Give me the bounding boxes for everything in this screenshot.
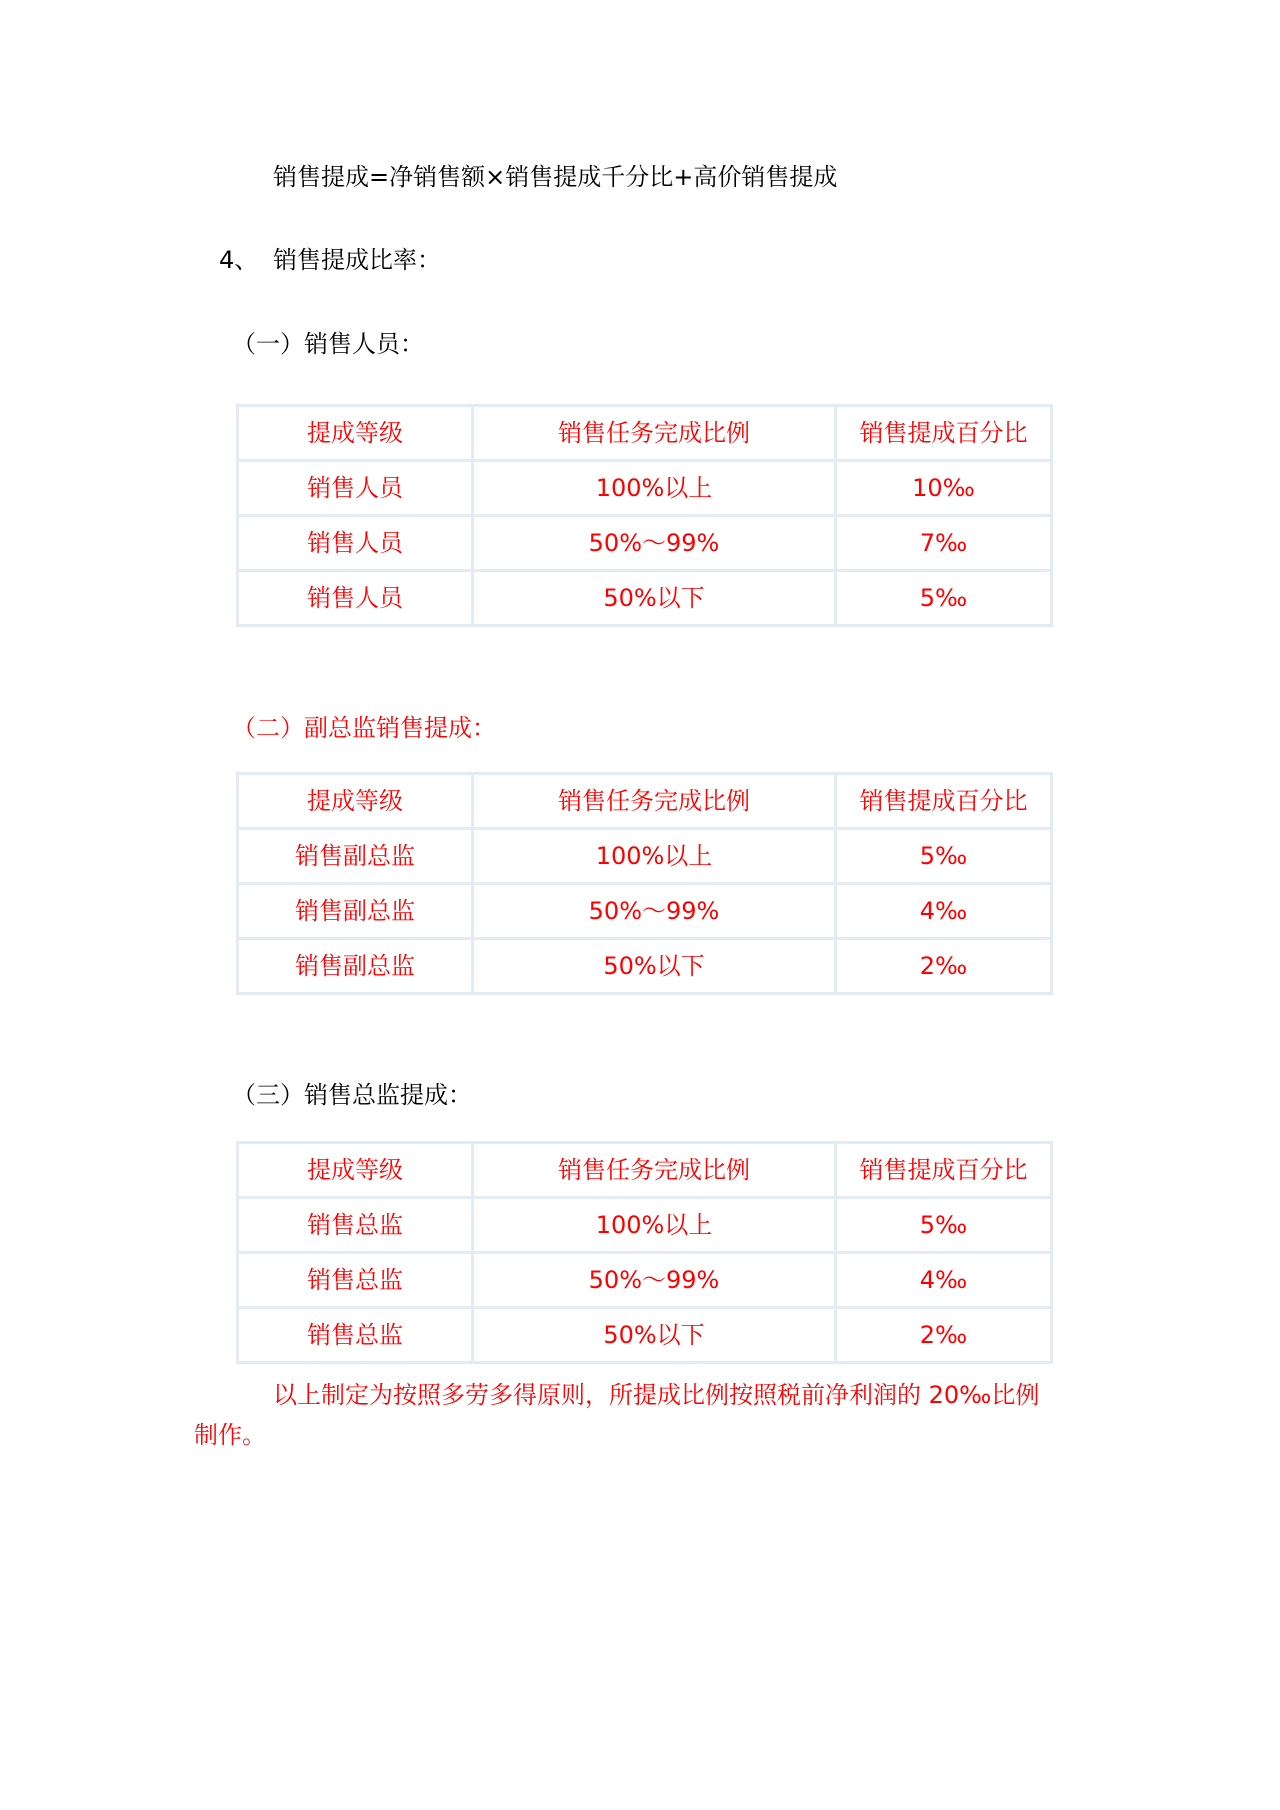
commission-table-sales-director [236,1141,1053,1364]
header-cell-rate: 销售提成百分比 [836,1143,1052,1198]
table-row [238,461,1052,516]
cell-rate: 5‰ [836,829,1052,884]
cell-level: 销售总监 [238,1253,473,1308]
table-header-row [238,1143,1052,1198]
closing-note-line-1: 以上制定为按照多劳多得原则，所提成比例按照税前净利润的 20‰比例 [273,1381,1040,1409]
cell-completion: 100%以上 [473,461,836,516]
header-cell-level: 提成等级 [238,774,473,829]
section-heading-deputy-director: （二）副总监销售提成： [232,714,496,742]
cell-rate: 5‰ [836,1198,1052,1253]
table-row [238,1198,1052,1253]
cell-rate: 4‰ [836,884,1052,939]
table-row [238,884,1052,939]
commission-table-deputy-director [236,772,1053,995]
table-row [238,516,1052,571]
cell-completion: 100%以上 [473,829,836,884]
cell-rate: 4‰ [836,1253,1052,1308]
table-row [238,1308,1052,1363]
cell-level: 销售总监 [238,1308,473,1363]
closing-note-line-2: 制作。 [194,1421,266,1449]
cell-level: 销售副总监 [238,884,473,939]
cell-level: 销售人员 [238,516,473,571]
cell-level: 销售副总监 [238,829,473,884]
header-cell-level: 提成等级 [238,406,473,461]
cell-completion: 50%以下 [473,939,836,994]
section-heading-sales-director: （三）销售总监提成： [232,1081,472,1109]
header-cell-rate: 销售提成百分比 [836,406,1052,461]
cell-completion: 50%以下 [473,1308,836,1363]
cell-rate: 10‰ [836,461,1052,516]
item-4-title [219,245,441,275]
item-4-label: 销售提成比率： [273,246,441,274]
cell-level: 销售人员 [238,461,473,516]
header-cell-rate: 销售提成百分比 [836,774,1052,829]
commission-formula: 销售提成=净销售额×销售提成千分比+高价销售提成 [273,163,838,191]
commission-table-sales-staff [236,404,1053,627]
table-row [238,571,1052,626]
table-row [238,1253,1052,1308]
cell-completion: 50%～99% [473,1253,836,1308]
cell-completion: 50%以下 [473,571,836,626]
header-cell-completion: 销售任务完成比例 [473,774,836,829]
cell-completion: 50%～99% [473,884,836,939]
cell-rate: 2‰ [836,939,1052,994]
cell-completion: 100%以上 [473,1198,836,1253]
item-4-number: 4、 [219,246,259,274]
cell-rate: 2‰ [836,1308,1052,1363]
header-cell-completion: 销售任务完成比例 [473,406,836,461]
cell-level: 销售总监 [238,1198,473,1253]
header-cell-completion: 销售任务完成比例 [473,1143,836,1198]
section-heading-sales-staff: （一）销售人员： [232,330,424,358]
cell-rate: 5‰ [836,571,1052,626]
cell-rate: 7‰ [836,516,1052,571]
header-cell-level: 提成等级 [238,1143,473,1198]
table-header-row [238,774,1052,829]
cell-completion: 50%～99% [473,516,836,571]
table-row [238,939,1052,994]
cell-level: 销售人员 [238,571,473,626]
table-header-row [238,406,1052,461]
cell-level: 销售副总监 [238,939,473,994]
table-row [238,829,1052,884]
